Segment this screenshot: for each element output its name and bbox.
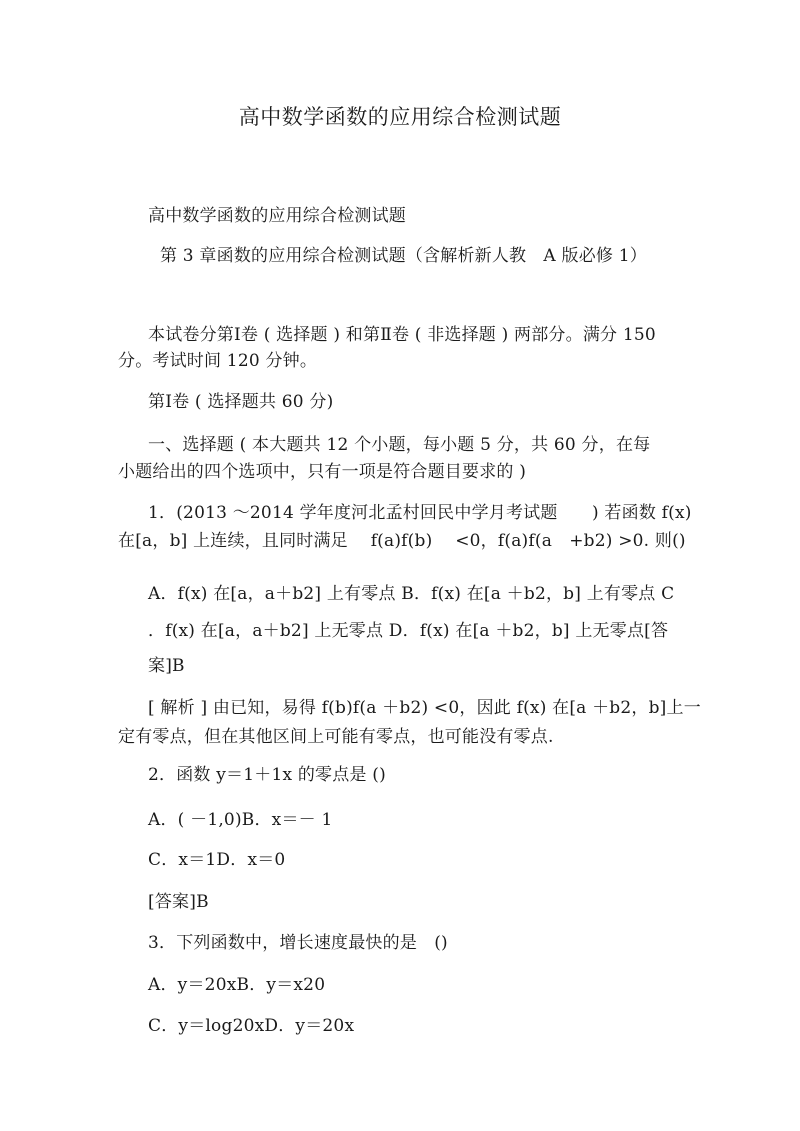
q1-analysis-line-2: 定有零点，但在其他区间上可能有零点，也可能没有零点. <box>118 727 554 747</box>
q1-option-line-2: ．f(x) 在[a，a＋b2] 上无零点 D．f(x) 在[a ＋b2，b] 上无零点[答 <box>148 621 669 641</box>
q1-analysis-line-1: [ 解析 ] 由已知，易得 f(b)f(a ＋b2) <0，因此 f(x) 在[a ＋b2，b]上一 <box>148 698 701 718</box>
q1-stem-line-2: 在[a，b] 上连续，且同时满足 f(a)f(b) <0，f(a)f(a +b2) >0. 则() <box>118 531 686 551</box>
intro-line-2: 分。考试时间 120 分钟。 <box>118 351 318 371</box>
q3-stem: 3．下列函数中，增长速度最快的是 () <box>148 933 448 953</box>
subtitle: 高中数学函数的应用综合检测试题 <box>148 206 406 226</box>
document-title: 高中数学函数的应用综合检测试题 <box>238 105 562 129</box>
chapter-line: 第 3 章函数的应用综合检测试题（含解析新人教 A 版必修 1） <box>160 246 647 266</box>
section1-line-2: 小题给出的四个选项中，只有一项是符合题目要求的 ) <box>118 462 527 482</box>
intro-line-1: 本试卷分第Ⅰ卷 ( 选择题 ) 和第Ⅱ卷 ( 非选择题 ) 两部分。满分 150 <box>148 325 656 345</box>
q3-option-cd: C．y＝log20xD．y＝20x <box>148 1016 355 1036</box>
part1-heading: 第Ⅰ卷 ( 选择题共 60 分) <box>148 392 334 412</box>
q2-answer: [答案]B <box>148 892 209 912</box>
q2-option-cd: C．x＝1D．x＝0 <box>148 850 286 870</box>
q1-answer: 案]B <box>148 656 185 676</box>
q3-option-ab: A．y＝20xB．y＝x20 <box>148 975 326 995</box>
q2-option-ab: A．( －1,0)B．x＝－ 1 <box>148 810 333 830</box>
q1-option-line-1: A．f(x) 在[a，a＋b2] 上有零点 B．f(x) 在[a ＋b2，b] 上有零点 C <box>148 584 675 604</box>
section1-line-1: 一、选择题 ( 本大题共 12 个小题，每小题 5 分，共 60 分，在每 <box>148 435 651 455</box>
q2-stem: 2．函数 y＝1＋1x 的零点是 () <box>148 765 386 785</box>
q1-stem-line-1: 1．(2013 ～2014 学年度河北孟村回民中学月考试题 ) 若函数 f(x) <box>148 503 692 523</box>
